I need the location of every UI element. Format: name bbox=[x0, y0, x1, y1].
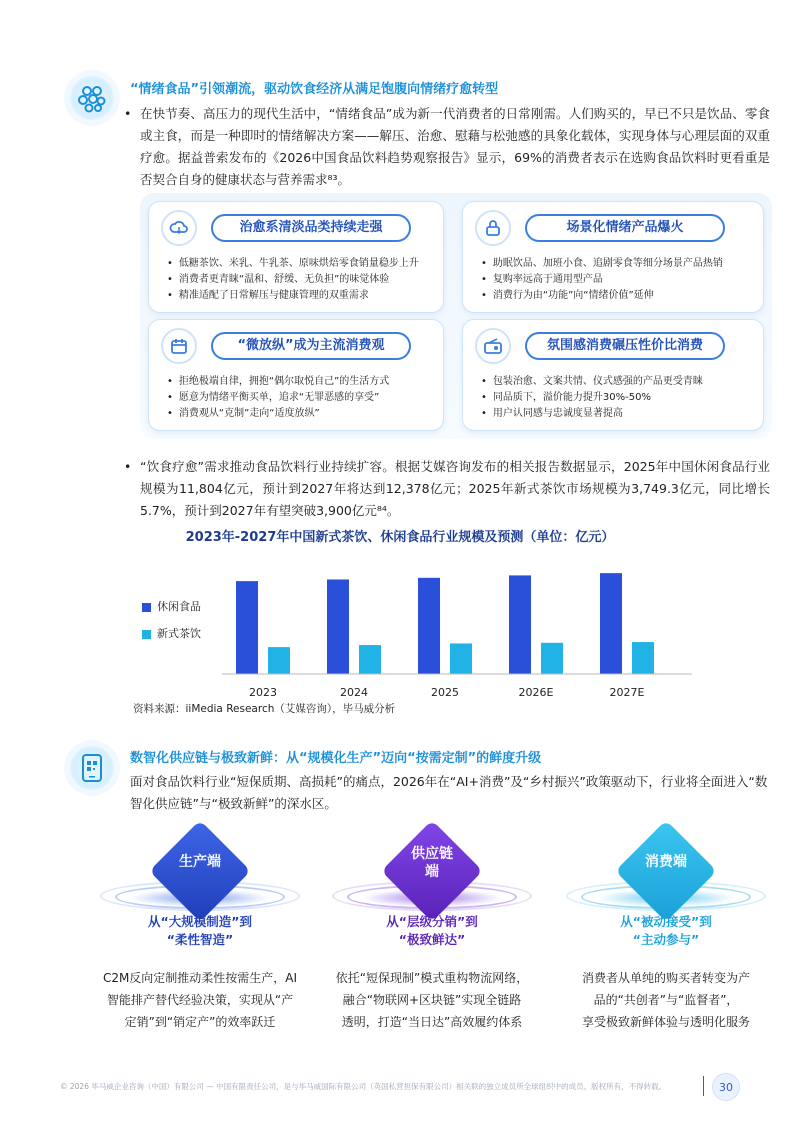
node-production bbox=[100, 835, 300, 1045]
list-item: • 助眠饮品、加班小食、追剧零食等细分场景产品热销 bbox=[481, 256, 723, 272]
section-title-supply-chain: 数智化供应链与极致新鲜：从“规模化生产”迈向“按需定制”的鲜度升级 bbox=[130, 751, 542, 766]
card-healing-light-foods bbox=[148, 201, 444, 313]
list-item: • 复购率远高于通用型产品 bbox=[481, 272, 723, 288]
radio-icon bbox=[475, 328, 511, 364]
node-label: 供应链端 bbox=[411, 846, 453, 880]
list-item: • 精准适配了日常解压与健康管理的双重需求 bbox=[167, 288, 419, 304]
node-label: 消费端 bbox=[645, 854, 687, 870]
node-description: 消费者从单纯的购买者转变为产 品的“共创者”与“监督者”， 享受极致新鲜体验与透明化服务 bbox=[581, 971, 750, 1029]
card-title: 氛围感消费碾压性价比消费 bbox=[525, 332, 725, 360]
bar-new-tea-2025 bbox=[450, 643, 472, 674]
list-item: • 低糖茶饮、米乳、牛乳茶、原味烘焙零食销量稳步上升 bbox=[167, 256, 419, 272]
bar-chart bbox=[0, 540, 800, 700]
node-subtitle: 从“层级分销”到 “极致鲜达” bbox=[386, 914, 478, 947]
bar-snack-food-2024 bbox=[327, 579, 349, 674]
legend-snack-food: 休闲食品 bbox=[142, 598, 201, 614]
chart-title: 2023年-2027年中国新式茶饮、休闲食品行业规模及预测（单位：亿元） bbox=[185, 530, 615, 545]
card-atmosphere-consumption bbox=[462, 319, 764, 431]
bar-snack-food-2023 bbox=[236, 581, 258, 674]
legend-new-tea: 新式茶饮 bbox=[142, 625, 201, 641]
list-item: • 用户认同感与忠诚度显著提高 bbox=[481, 406, 703, 422]
chart-source: 资料来源：iiMedia Research（艾媒咨询），毕马威分析 bbox=[133, 703, 396, 715]
card-title: 治愈系清淡品类持续走强 bbox=[211, 214, 411, 242]
card-list bbox=[481, 374, 703, 422]
node-subtitle: 从“大规模制造”到 “柔性智造” bbox=[148, 914, 252, 947]
emotion-food-paragraph: • 在快节奏、高压力的现代生活中，“情绪食品”成为新一代消费者的日常刚需。人们购买的，早已不只是饮品、零食或主食，而是一种即时的情绪解决方案——解压、治愈、慰藉与松弛感的具象化载体，实现身体与心理层面的双重疗愈。据益普索发布的《2026中国食品饮料趋势观察报告》显示，69%的消费者表示在选购食品饮料时更看重是否契合自身的健康状态与营养需求⁸³。 bbox=[124, 106, 770, 187]
x-tick-label: 2027E bbox=[609, 686, 645, 699]
card-title: “微放纵”成为主流消费观 bbox=[211, 332, 411, 360]
bar-new-tea-2023 bbox=[268, 647, 290, 674]
node-subtitle: 从“被动接受”到 “主动参与” bbox=[620, 914, 712, 947]
node-supply-chain bbox=[332, 835, 532, 1045]
bar-new-tea-2027E bbox=[632, 642, 654, 674]
card-scene-emotion-products bbox=[462, 201, 764, 313]
bar-new-tea-2026E bbox=[541, 643, 563, 674]
node-description: C2M反向定制推动柔性按需生产，AI 智能排产替代经验决策，实现从“产 定销”到“销定产”的效率跃迁 bbox=[102, 971, 298, 1029]
card-title: 场景化情绪产品爆火 bbox=[525, 214, 725, 242]
market-size-paragraph: • “饮食疗愈”需求推动食品饮料行业持续扩容。根据艾媒咨询发布的相关报告数据显示，2025年中国休闲食品行业规模为11,804亿元，预计到2027年将达到12,378亿元；2025年新式茶饮市场规模为3,749.3亿元，同比增长5.7%，预计到2027年有望突破3,900亿元⁸⁴。 bbox=[124, 459, 770, 518]
supply-chain-paragraph: 面对食品饮料行业“短保质期、高损耗”的痛点，2026年在“AI+消费”及“乡村振兴”政策驱动下，行业将全面进入“数智化供应链”与“极致新鲜”的深水区。 bbox=[130, 774, 768, 811]
x-tick-label: 2023 bbox=[249, 686, 277, 699]
lock-icon bbox=[475, 210, 511, 246]
footer-divider bbox=[703, 1076, 704, 1096]
bar-new-tea-2024 bbox=[359, 645, 381, 674]
list-item: • 消费行为由“功能”向“情绪价值”延伸 bbox=[481, 288, 723, 304]
node-description: 依托“短保现制”模式重构物流网络， 融合“物联网+区块链”实现全链路 透明，打造“当日达”高效履约体系 bbox=[335, 971, 529, 1029]
page-number: 30 bbox=[712, 1073, 740, 1101]
list-item: • 同品质下，溢价能力提升30%-50% bbox=[481, 390, 703, 406]
x-tick-label: 2024 bbox=[340, 686, 368, 699]
x-tick-label: 2025 bbox=[431, 686, 459, 699]
cloud-icon bbox=[161, 210, 197, 246]
list-item: • 包装治愈、文案共情、仪式感强的产品更受青睐 bbox=[481, 374, 703, 390]
molecule-icon bbox=[70, 76, 114, 120]
card-list bbox=[167, 374, 389, 422]
list-item: • 愿意为情绪平衡买单，追求“无罪恶感的享受” bbox=[167, 390, 389, 406]
x-tick-label: 2026E bbox=[518, 686, 554, 699]
list-item: • 消费者更青睐“温和、舒缓、无负担”的味觉体验 bbox=[167, 272, 419, 288]
node-consumer bbox=[566, 835, 766, 1045]
bar-snack-food-2027E bbox=[600, 573, 622, 674]
card-list bbox=[167, 256, 419, 304]
card-micro-indulgence bbox=[148, 319, 444, 431]
bar-snack-food-2026E bbox=[509, 575, 531, 674]
calendar-icon bbox=[161, 328, 197, 364]
card-list bbox=[481, 256, 723, 304]
list-item: • 拒绝极端自律，拥抱“偶尔取悦自己”的生活方式 bbox=[167, 374, 389, 390]
trend-cards-panel bbox=[140, 193, 772, 439]
node-label: 生产端 bbox=[179, 854, 221, 870]
copyright-footer: © 2026 毕马威企业咨询（中国）有限公司 — 中国有限责任公司，是与毕马威国际有限公司（英国私营担保有限公司）相关联的独立成员所全球组织中的成员。版权所有，不得转载。 bbox=[60, 1082, 667, 1091]
phone-qr-icon bbox=[70, 746, 114, 790]
section-title-emotion-food: “情绪食品”引领潮流，驱动饮食经济从满足饱腹向情绪疗愈转型 bbox=[130, 82, 499, 97]
list-item: • 消费观从“克制”走向“适度放纵” bbox=[167, 406, 389, 422]
bar-snack-food-2025 bbox=[418, 578, 440, 674]
